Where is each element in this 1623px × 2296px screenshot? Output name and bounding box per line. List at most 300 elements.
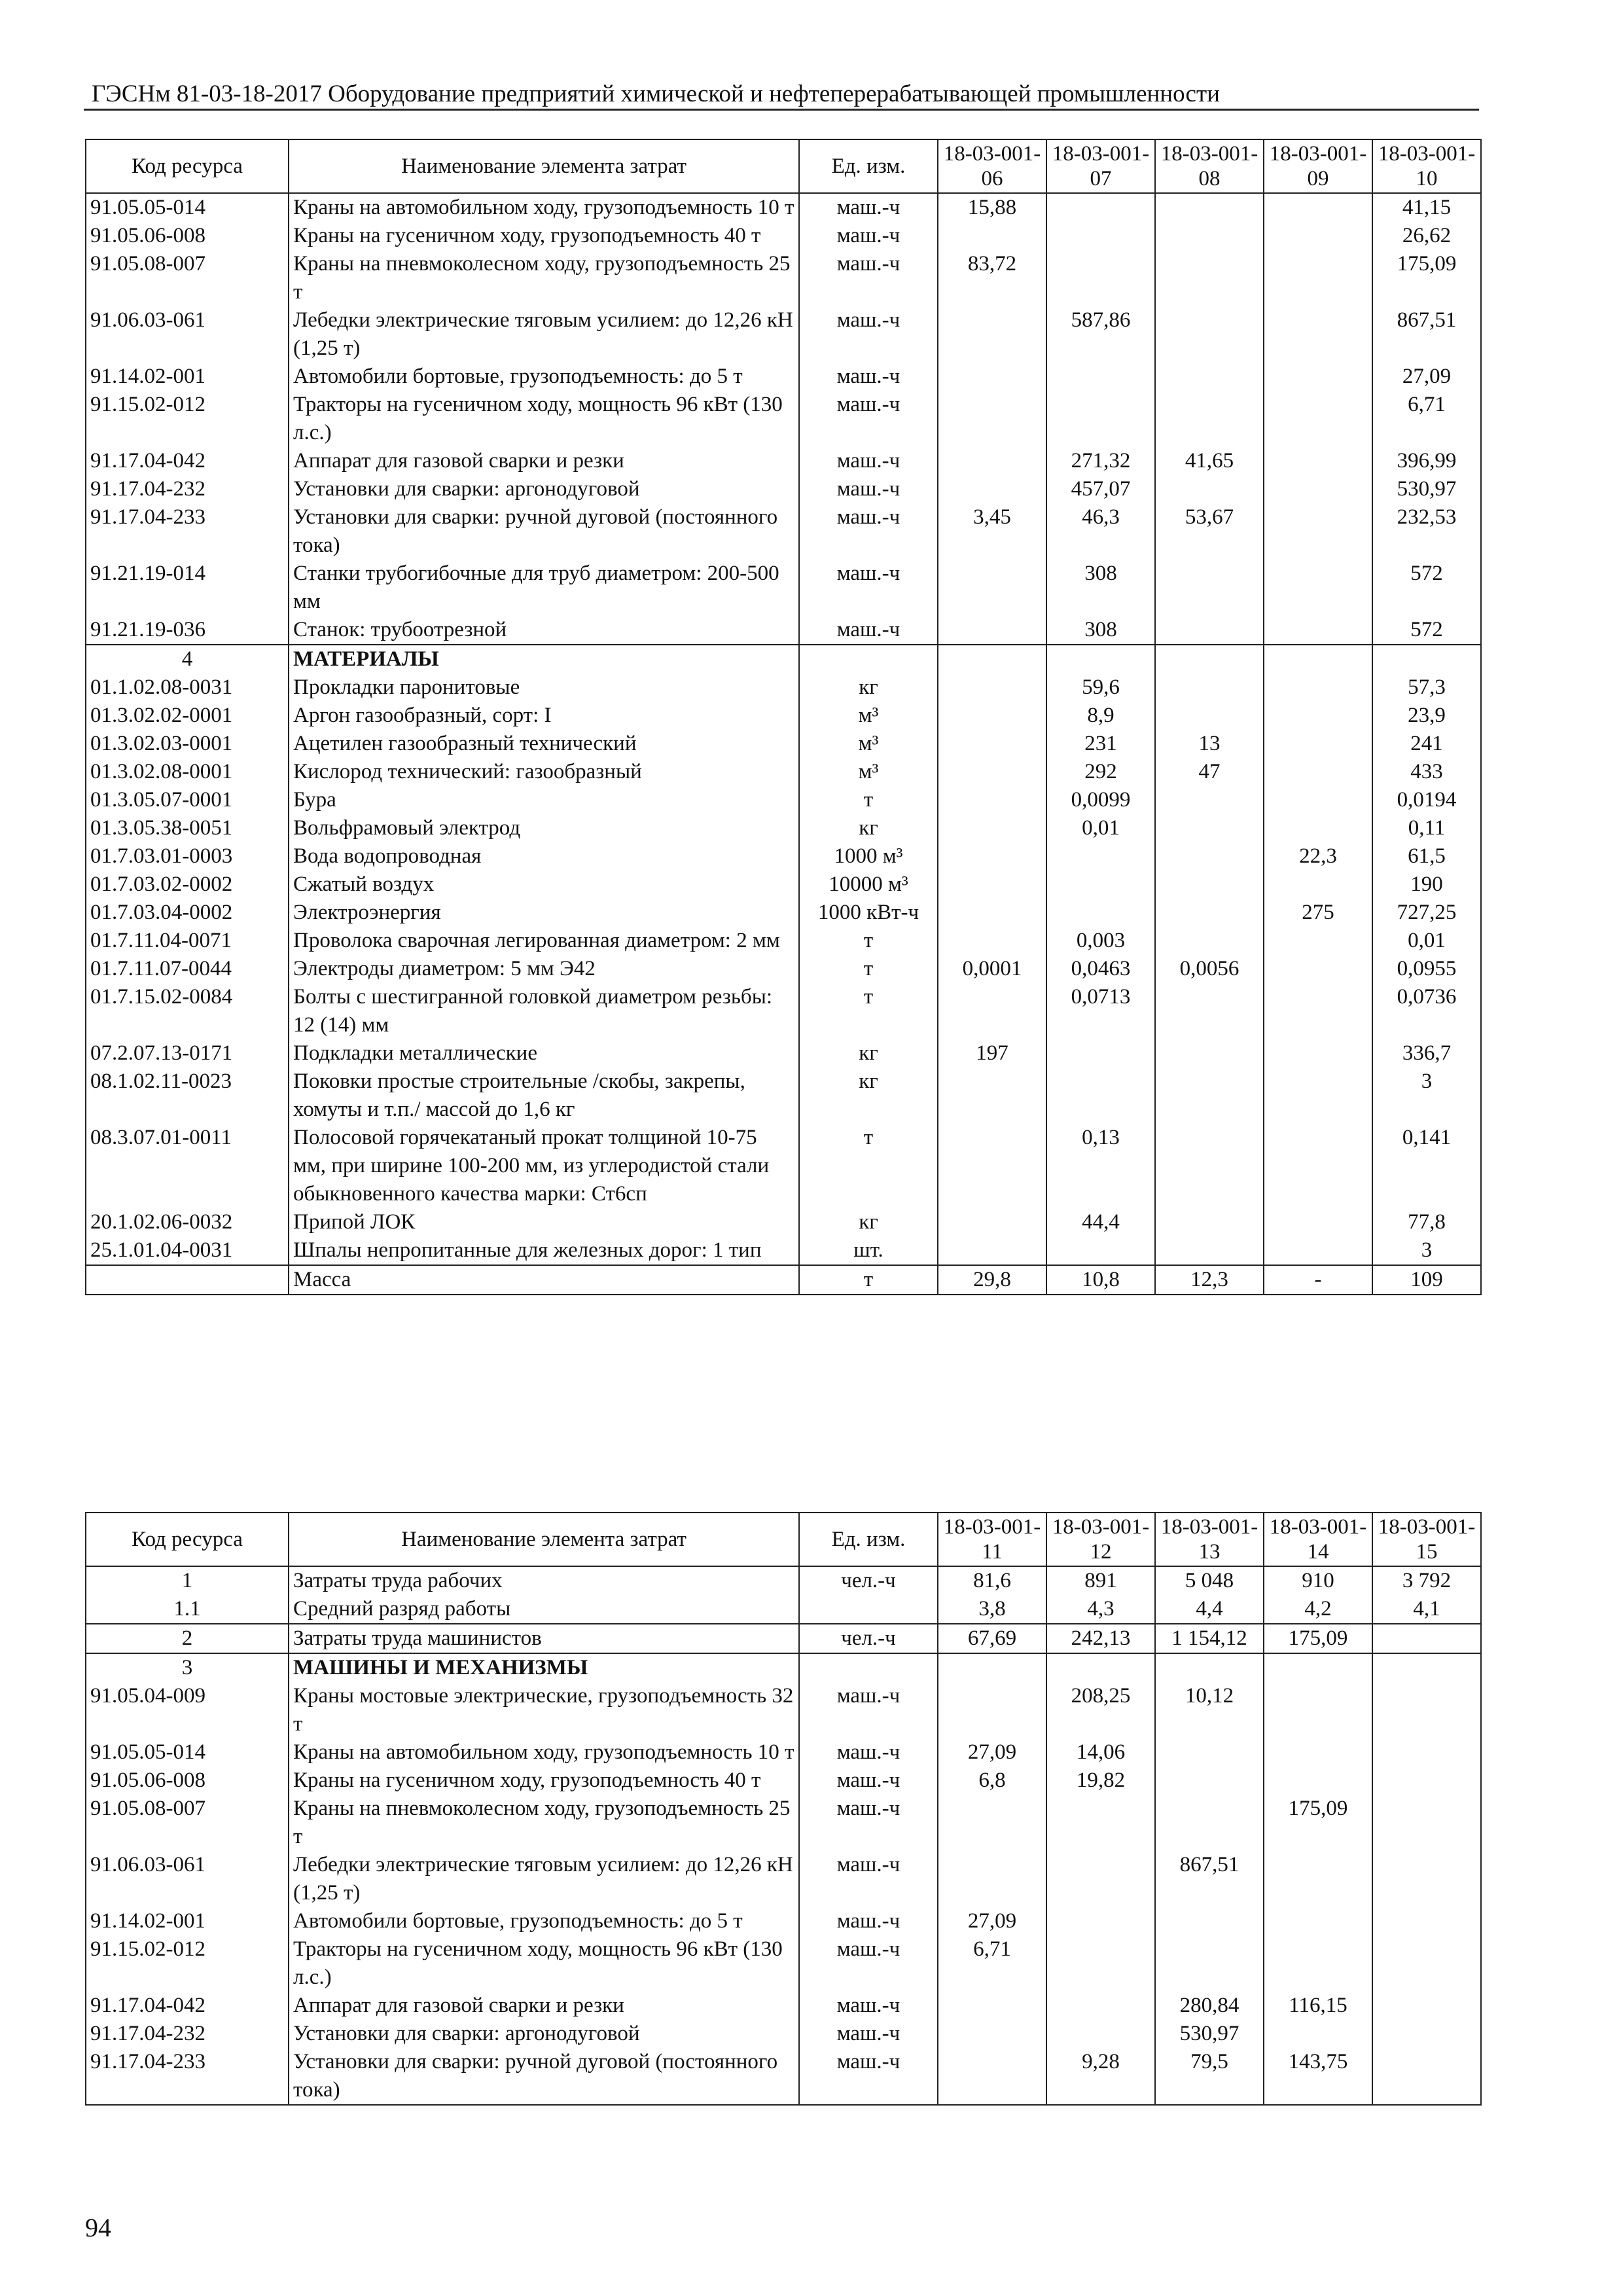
resource-code: 91.17.04-042 bbox=[86, 447, 289, 475]
resource-table-2 bbox=[85, 1512, 1482, 2106]
resource-code: 91.15.02-012 bbox=[86, 391, 289, 447]
norm-value: 0,003 bbox=[1046, 927, 1155, 955]
norm-value bbox=[938, 927, 1046, 955]
column-header: Ед. изм. bbox=[799, 1513, 938, 1566]
norm-value bbox=[1046, 250, 1155, 306]
unit-of-measure: маш.-ч bbox=[799, 391, 938, 447]
norm-value bbox=[1264, 447, 1372, 475]
cost-item-name: Автомобили бортовые, грузоподъемность: до 5 т bbox=[289, 1907, 799, 1935]
norm-value bbox=[1372, 1682, 1481, 1738]
norm-value bbox=[1155, 842, 1264, 870]
table-row bbox=[86, 1738, 1481, 1767]
table-row bbox=[86, 814, 1481, 842]
cost-item-name: Средний разряд работы bbox=[289, 1595, 799, 1624]
norm-value: 12,3 bbox=[1155, 1265, 1264, 1295]
norm-value bbox=[1372, 1653, 1481, 1682]
column-header: 18-03-001-07 bbox=[1046, 139, 1155, 193]
unit-of-measure: т bbox=[799, 983, 938, 1039]
column-header: 18-03-001-14 bbox=[1264, 1513, 1372, 1566]
resource-code: 1 bbox=[86, 1566, 289, 1595]
resource-code: 91.05.08-007 bbox=[86, 1795, 289, 1851]
unit-of-measure: т bbox=[799, 955, 938, 983]
norm-value bbox=[1372, 2020, 1481, 2048]
table-row bbox=[86, 870, 1481, 899]
resource-code: 91.05.06-008 bbox=[86, 1767, 289, 1795]
table-row bbox=[86, 786, 1481, 814]
norm-value bbox=[1372, 1624, 1481, 1653]
norm-value bbox=[1046, 1992, 1155, 2020]
table-row bbox=[86, 1907, 1481, 1935]
norm-value: 175,09 bbox=[1372, 250, 1481, 306]
unit-of-measure: маш.-ч bbox=[799, 306, 938, 363]
norm-value: 587,86 bbox=[1046, 306, 1155, 363]
norm-value bbox=[1264, 503, 1372, 560]
norm-value bbox=[938, 363, 1046, 391]
norm-value: 10,8 bbox=[1046, 1265, 1155, 1295]
norm-value: 9,28 bbox=[1046, 2048, 1155, 2105]
resource-code: 91.14.02-001 bbox=[86, 363, 289, 391]
column-header: Код ресурса bbox=[86, 139, 289, 193]
resource-code: 91.21.19-014 bbox=[86, 560, 289, 616]
norm-value: 27,09 bbox=[1372, 363, 1481, 391]
norm-value bbox=[938, 306, 1046, 363]
norm-value bbox=[1264, 786, 1372, 814]
unit-of-measure: шт. bbox=[799, 1236, 938, 1265]
resource-code: 91.05.05-014 bbox=[86, 1738, 289, 1767]
resource-code: 91.17.04-232 bbox=[86, 2020, 289, 2048]
norm-value: 0,0099 bbox=[1046, 786, 1155, 814]
norm-value: 41,15 bbox=[1372, 193, 1481, 222]
norm-value: 0,141 bbox=[1372, 1124, 1481, 1208]
norm-value: 241 bbox=[1372, 730, 1481, 758]
resource-code: 91.05.05-014 bbox=[86, 193, 289, 222]
cost-item-name: Станки трубогибочные для труб диаметром: 200-500 мм bbox=[289, 560, 799, 616]
column-header: 18-03-001-06 bbox=[938, 139, 1046, 193]
unit-of-measure: маш.-ч bbox=[799, 560, 938, 616]
norm-value: 27,09 bbox=[938, 1738, 1046, 1767]
document-header: ГЭСНм 81-03-18-2017 Оборудование предприятий химической и нефтеперерабатывающей промышленности bbox=[92, 81, 1220, 107]
norm-value: 271,32 bbox=[1046, 447, 1155, 475]
resource-code: 01.7.11.04-0071 bbox=[86, 927, 289, 955]
norm-value bbox=[938, 1236, 1046, 1265]
cost-item-name: Затраты труда машинистов bbox=[289, 1624, 799, 1653]
unit-of-measure: маш.-ч bbox=[799, 1682, 938, 1738]
norm-value: 59,6 bbox=[1046, 673, 1155, 702]
norm-value: 232,53 bbox=[1372, 503, 1481, 560]
norm-value bbox=[1264, 2020, 1372, 2048]
unit-of-measure: чел.-ч bbox=[799, 1624, 938, 1653]
norm-value: 336,7 bbox=[1372, 1039, 1481, 1067]
norm-value: 1 154,12 bbox=[1155, 1624, 1264, 1653]
norm-value bbox=[1046, 222, 1155, 250]
norm-value bbox=[1046, 391, 1155, 447]
table-row bbox=[86, 503, 1481, 560]
norm-value bbox=[938, 1992, 1046, 2020]
norm-value bbox=[1155, 193, 1264, 222]
unit-of-measure: маш.-ч bbox=[799, 250, 938, 306]
norm-value: 175,09 bbox=[1264, 1795, 1372, 1851]
cost-item-name: Полосовой горячекатаный прокат толщиной 10-75 мм, при ширине 100-200 мм, из углеродистой стали обыкновенного качества марки: Ст6сп bbox=[289, 1124, 799, 1208]
norm-value bbox=[1372, 1907, 1481, 1935]
unit-of-measure: т bbox=[799, 927, 938, 955]
table-row bbox=[86, 306, 1481, 363]
table-row bbox=[86, 2048, 1481, 2105]
norm-value bbox=[1155, 1124, 1264, 1208]
norm-value bbox=[1264, 730, 1372, 758]
resource-code: 91.21.19-036 bbox=[86, 616, 289, 645]
norm-value: 61,5 bbox=[1372, 842, 1481, 870]
cost-item-name: Тракторы на гусеничном ходу, мощность 96 кВт (130 л.с.) bbox=[289, 391, 799, 447]
table-row bbox=[86, 1767, 1481, 1795]
norm-value bbox=[1155, 673, 1264, 702]
norm-value bbox=[1264, 758, 1372, 786]
unit-of-measure: чел.-ч bbox=[799, 1566, 938, 1595]
section-row bbox=[86, 645, 1481, 673]
norm-value: 4,4 bbox=[1155, 1595, 1264, 1624]
norm-value bbox=[1372, 1795, 1481, 1851]
unit-of-measure: маш.-ч bbox=[799, 1851, 938, 1907]
unit-of-measure: маш.-ч bbox=[799, 503, 938, 560]
norm-value: 190 bbox=[1372, 870, 1481, 899]
resource-code: 91.05.06-008 bbox=[86, 222, 289, 250]
norm-value bbox=[1264, 1067, 1372, 1124]
norm-value bbox=[938, 983, 1046, 1039]
norm-value bbox=[938, 814, 1046, 842]
norm-value: 308 bbox=[1046, 560, 1155, 616]
table-row bbox=[86, 1624, 1481, 1653]
cost-item-name: Лебедки электрические тяговым усилием: до 12,26 кН (1,25 т) bbox=[289, 1851, 799, 1907]
norm-value: 6,71 bbox=[1372, 391, 1481, 447]
norm-value bbox=[938, 2048, 1046, 2105]
norm-value bbox=[1155, 1236, 1264, 1265]
table-row bbox=[86, 899, 1481, 927]
cost-item-name: Краны на автомобильном ходу, грузоподъемность 10 т bbox=[289, 193, 799, 222]
norm-value bbox=[1372, 1851, 1481, 1907]
table-row bbox=[86, 475, 1481, 503]
resource-code: 91.06.03-061 bbox=[86, 1851, 289, 1907]
norm-value bbox=[938, 2020, 1046, 2048]
norm-value: 242,13 bbox=[1046, 1624, 1155, 1653]
norm-value: 4,1 bbox=[1372, 1595, 1481, 1624]
norm-value bbox=[1264, 222, 1372, 250]
column-header: 18-03-001-15 bbox=[1372, 1513, 1481, 1566]
cost-item-name: Установки для сварки: аргонодуговой bbox=[289, 475, 799, 503]
norm-value bbox=[938, 786, 1046, 814]
norm-value bbox=[1264, 1208, 1372, 1236]
cost-item-name: Припой ЛОК bbox=[289, 1208, 799, 1236]
resource-code: 91.15.02-012 bbox=[86, 1935, 289, 1992]
norm-value bbox=[1155, 1208, 1264, 1236]
cost-item-name: Краны на пневмоколесном ходу, грузоподъемность 25 т bbox=[289, 250, 799, 306]
resource-code: 01.7.03.02-0002 bbox=[86, 870, 289, 899]
norm-value: 0,11 bbox=[1372, 814, 1481, 842]
norm-value: 530,97 bbox=[1155, 2020, 1264, 2048]
norm-value bbox=[938, 447, 1046, 475]
table-header-row bbox=[86, 139, 1481, 193]
norm-value: 5 048 bbox=[1155, 1566, 1264, 1595]
cost-item-name: Краны мостовые электрические, грузоподъемность 32 т bbox=[289, 1682, 799, 1738]
norm-value bbox=[938, 1067, 1046, 1124]
column-header: Наименование элемента затрат bbox=[289, 139, 799, 193]
norm-value bbox=[1155, 475, 1264, 503]
table-row bbox=[86, 2020, 1481, 2048]
unit-of-measure: маш.-ч bbox=[799, 475, 938, 503]
cost-item-name: Электроэнергия bbox=[289, 899, 799, 927]
norm-value bbox=[1155, 1767, 1264, 1795]
unit-of-measure: маш.-ч bbox=[799, 222, 938, 250]
norm-value bbox=[1264, 673, 1372, 702]
table-row bbox=[86, 1935, 1481, 1992]
unit-of-measure: 1000 кВт-ч bbox=[799, 899, 938, 927]
unit-of-measure: маш.-ч bbox=[799, 1738, 938, 1767]
norm-value bbox=[938, 842, 1046, 870]
norm-value bbox=[1264, 1039, 1372, 1067]
cost-item-name: Затраты труда рабочих bbox=[289, 1566, 799, 1595]
cost-item-name: Краны на пневмоколесном ходу, грузоподъемность 25 т bbox=[289, 1795, 799, 1851]
norm-value bbox=[1264, 560, 1372, 616]
norm-value bbox=[1155, 645, 1264, 673]
table-row bbox=[86, 1236, 1481, 1265]
norm-value bbox=[1155, 391, 1264, 447]
norm-value bbox=[1046, 2020, 1155, 2048]
norm-value: 81,6 bbox=[938, 1566, 1046, 1595]
unit-of-measure bbox=[799, 645, 938, 673]
norm-value bbox=[938, 560, 1046, 616]
norm-value: 175,09 bbox=[1264, 1624, 1372, 1653]
resource-code: 08.1.02.11-0023 bbox=[86, 1067, 289, 1124]
resource-code: 07.2.07.13-0171 bbox=[86, 1039, 289, 1067]
norm-value bbox=[1046, 1935, 1155, 1992]
table-row bbox=[86, 730, 1481, 758]
table-row bbox=[86, 1682, 1481, 1738]
resource-code: 91.06.03-061 bbox=[86, 306, 289, 363]
norm-value bbox=[1264, 391, 1372, 447]
norm-value: 23,9 bbox=[1372, 702, 1481, 730]
norm-value bbox=[938, 702, 1046, 730]
norm-value bbox=[1264, 983, 1372, 1039]
table-row bbox=[86, 447, 1481, 475]
norm-value bbox=[1264, 1767, 1372, 1795]
norm-value bbox=[1046, 1795, 1155, 1851]
cost-item-name: МАТЕРИАЛЫ bbox=[289, 645, 799, 673]
resource-code bbox=[86, 1265, 289, 1295]
cost-item-name: Шпалы непропитанные для железных дорог: 1 тип bbox=[289, 1236, 799, 1265]
norm-value bbox=[1264, 1124, 1372, 1208]
unit-of-measure: кг bbox=[799, 1039, 938, 1067]
norm-value: 0,0955 bbox=[1372, 955, 1481, 983]
norm-value bbox=[938, 222, 1046, 250]
norm-value: 14,06 bbox=[1046, 1738, 1155, 1767]
norm-value bbox=[938, 475, 1046, 503]
norm-value bbox=[938, 616, 1046, 645]
cost-item-name: Кислород технический: газообразный bbox=[289, 758, 799, 786]
cost-item-name: Тракторы на гусеничном ходу, мощность 96 кВт (130 л.с.) bbox=[289, 1935, 799, 1992]
norm-value: - bbox=[1264, 1265, 1372, 1295]
norm-value bbox=[938, 899, 1046, 927]
norm-value bbox=[938, 1682, 1046, 1738]
norm-value: 3 792 bbox=[1372, 1566, 1481, 1595]
cost-item-name: Краны на гусеничном ходу, грузоподъемность 40 т bbox=[289, 222, 799, 250]
cost-item-name: Болты с шестигранной головкой диаметром резьбы: 12 (14) мм bbox=[289, 983, 799, 1039]
resource-code: 91.17.04-233 bbox=[86, 2048, 289, 2105]
column-header: Код ресурса bbox=[86, 1513, 289, 1566]
resource-code: 25.1.01.04-0031 bbox=[86, 1236, 289, 1265]
norm-value bbox=[1264, 955, 1372, 983]
norm-value bbox=[1264, 616, 1372, 645]
norm-value bbox=[938, 1653, 1046, 1682]
norm-value: 292 bbox=[1046, 758, 1155, 786]
cost-item-name: Проволока сварочная легированная диаметром: 2 мм bbox=[289, 927, 799, 955]
table-row bbox=[86, 250, 1481, 306]
norm-value bbox=[938, 673, 1046, 702]
table-row bbox=[86, 193, 1481, 222]
norm-value: 29,8 bbox=[938, 1265, 1046, 1295]
table-row bbox=[86, 560, 1481, 616]
norm-value: 197 bbox=[938, 1039, 1046, 1067]
norm-value bbox=[938, 1851, 1046, 1907]
table-row bbox=[86, 927, 1481, 955]
table-row bbox=[86, 1039, 1481, 1067]
cost-item-name: Сжатый воздух bbox=[289, 870, 799, 899]
norm-value bbox=[1264, 1907, 1372, 1935]
norm-value bbox=[938, 391, 1046, 447]
section-row bbox=[86, 1653, 1481, 1682]
norm-value bbox=[1155, 927, 1264, 955]
resource-code: 01.1.02.08-0031 bbox=[86, 673, 289, 702]
norm-value bbox=[1046, 1653, 1155, 1682]
unit-of-measure: маш.-ч bbox=[799, 447, 938, 475]
cost-item-name: Станок: трубоотрезной bbox=[289, 616, 799, 645]
norm-value bbox=[1372, 1935, 1481, 1992]
table-row bbox=[86, 1208, 1481, 1236]
norm-value: 143,75 bbox=[1264, 2048, 1372, 2105]
norm-value: 0,0736 bbox=[1372, 983, 1481, 1039]
table-row bbox=[86, 1992, 1481, 2020]
resource-code: 91.14.02-001 bbox=[86, 1907, 289, 1935]
norm-value bbox=[1372, 645, 1481, 673]
unit-of-measure: кг bbox=[799, 1208, 938, 1236]
norm-value bbox=[1264, 1653, 1372, 1682]
norm-value bbox=[1155, 222, 1264, 250]
norm-value bbox=[1264, 870, 1372, 899]
norm-value bbox=[1155, 1738, 1264, 1767]
unit-of-measure: маш.-ч bbox=[799, 1935, 938, 1992]
norm-value: 83,72 bbox=[938, 250, 1046, 306]
norm-value: 910 bbox=[1264, 1566, 1372, 1595]
norm-value bbox=[1155, 560, 1264, 616]
resource-code: 01.3.02.03-0001 bbox=[86, 730, 289, 758]
table-row bbox=[86, 222, 1481, 250]
norm-value bbox=[938, 1124, 1046, 1208]
resource-code: 01.3.05.07-0001 bbox=[86, 786, 289, 814]
cost-item-name: МАШИНЫ И МЕХАНИЗМЫ bbox=[289, 1653, 799, 1682]
norm-value: 6,71 bbox=[938, 1935, 1046, 1992]
resource-code: 1.1 bbox=[86, 1595, 289, 1624]
norm-value: 572 bbox=[1372, 616, 1481, 645]
cost-item-name: Вода водопроводная bbox=[289, 842, 799, 870]
norm-value bbox=[1264, 1236, 1372, 1265]
cost-item-name: Электроды диаметром: 5 мм Э42 bbox=[289, 955, 799, 983]
cost-item-name: Аппарат для газовой сварки и резки bbox=[289, 447, 799, 475]
norm-value bbox=[1155, 250, 1264, 306]
norm-value: 10,12 bbox=[1155, 1682, 1264, 1738]
unit-of-measure: м³ bbox=[799, 758, 938, 786]
norm-value bbox=[1155, 363, 1264, 391]
norm-value bbox=[1046, 645, 1155, 673]
norm-value: 22,3 bbox=[1264, 842, 1372, 870]
table-header-row bbox=[86, 1513, 1481, 1566]
norm-value bbox=[1155, 814, 1264, 842]
resource-code: 01.3.02.02-0001 bbox=[86, 702, 289, 730]
norm-value bbox=[938, 645, 1046, 673]
resource-code: 91.05.08-007 bbox=[86, 250, 289, 306]
norm-value: 15,88 bbox=[938, 193, 1046, 222]
norm-value: 867,51 bbox=[1155, 1851, 1264, 1907]
norm-value bbox=[1046, 1851, 1155, 1907]
norm-value: 0,13 bbox=[1046, 1124, 1155, 1208]
norm-value: 116,15 bbox=[1264, 1992, 1372, 2020]
table-row bbox=[86, 1851, 1481, 1907]
norm-value: 727,25 bbox=[1372, 899, 1481, 927]
cost-item-name: Установки для сварки: ручной дуговой (постоянного тока) bbox=[289, 503, 799, 560]
unit-of-measure: маш.-ч bbox=[799, 1795, 938, 1851]
norm-value bbox=[1155, 306, 1264, 363]
column-header: 18-03-001-09 bbox=[1264, 139, 1372, 193]
norm-value: 891 bbox=[1046, 1566, 1155, 1595]
norm-value bbox=[1155, 786, 1264, 814]
cost-item-name: Автомобили бортовые, грузоподъемность: до 5 т bbox=[289, 363, 799, 391]
resource-code: 3 bbox=[86, 1653, 289, 1682]
resource-code: 01.3.02.08-0001 bbox=[86, 758, 289, 786]
norm-value: 530,97 bbox=[1372, 475, 1481, 503]
norm-value: 3 bbox=[1372, 1236, 1481, 1265]
norm-value bbox=[1264, 702, 1372, 730]
table-row bbox=[86, 616, 1481, 645]
norm-value: 41,65 bbox=[1155, 447, 1264, 475]
norm-value: 308 bbox=[1046, 616, 1155, 645]
norm-value: 47 bbox=[1155, 758, 1264, 786]
norm-value bbox=[1155, 702, 1264, 730]
table-row bbox=[86, 673, 1481, 702]
norm-value bbox=[1155, 1653, 1264, 1682]
table-row bbox=[86, 1265, 1481, 1295]
unit-of-measure: маш.-ч bbox=[799, 2020, 938, 2048]
unit-of-measure: маш.-ч bbox=[799, 1907, 938, 1935]
norm-value bbox=[1155, 983, 1264, 1039]
unit-of-measure: т bbox=[799, 1124, 938, 1208]
cost-item-name: Краны на гусеничном ходу, грузоподъемность 40 т bbox=[289, 1767, 799, 1795]
norm-value bbox=[938, 758, 1046, 786]
norm-value bbox=[1046, 1236, 1155, 1265]
unit-of-measure: м³ bbox=[799, 730, 938, 758]
column-header: 18-03-001-10 bbox=[1372, 139, 1481, 193]
norm-value: 0,0463 bbox=[1046, 955, 1155, 983]
column-header: 18-03-001-11 bbox=[938, 1513, 1046, 1566]
norm-value: 433 bbox=[1372, 758, 1481, 786]
norm-value: 46,3 bbox=[1046, 503, 1155, 560]
unit-of-measure: маш.-ч bbox=[799, 193, 938, 222]
norm-value bbox=[1264, 927, 1372, 955]
resource-code: 4 bbox=[86, 645, 289, 673]
unit-of-measure: кг bbox=[799, 814, 938, 842]
norm-value: 27,09 bbox=[938, 1907, 1046, 1935]
table-row bbox=[86, 1124, 1481, 1208]
norm-value bbox=[1264, 814, 1372, 842]
norm-value: 0,0001 bbox=[938, 955, 1046, 983]
norm-value bbox=[1372, 1738, 1481, 1767]
resource-table-1 bbox=[85, 139, 1482, 1295]
column-header: 18-03-001-08 bbox=[1155, 139, 1264, 193]
